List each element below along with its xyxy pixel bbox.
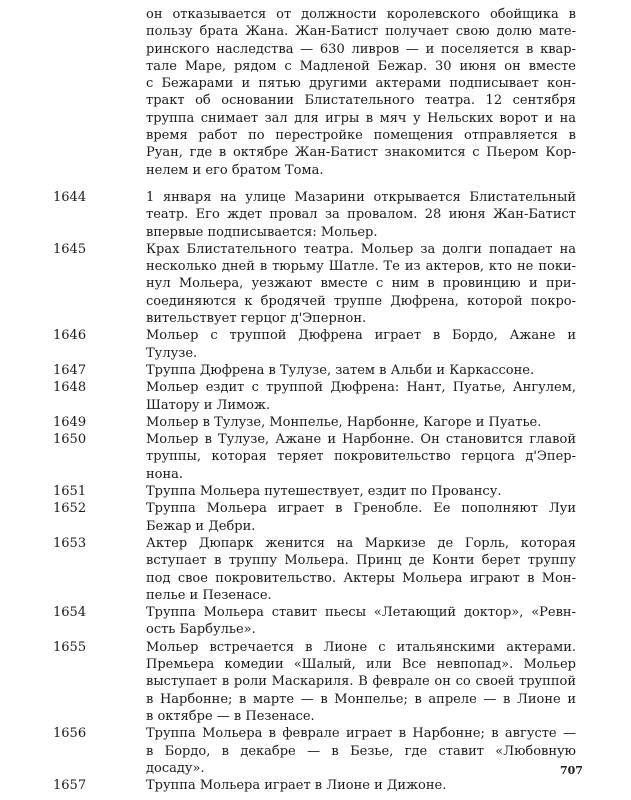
entry-text <box>146 725 576 777</box>
text-line: Труппа Мольера ставит пьесы «Летающий доктор», «Ревн- <box>146 605 576 621</box>
text-line: соединяются к бродячей труппе Дюфрена, которой покро- <box>146 293 576 309</box>
text-line: театр. Его ждет провал за провалом. 28 июня Жан-Батист <box>146 207 576 223</box>
entry-year: 1646 <box>53 328 87 344</box>
text-line: пользу брата Жана. Жан-Батист получает свою долю мате- <box>146 24 576 40</box>
text-line: Мольер встречается в Лионе с итальянскими актерами. <box>146 639 576 655</box>
entry-year: 1654 <box>53 605 87 621</box>
text-line: Шатору и Лимож. <box>146 397 271 413</box>
text-line: в Нарбонне; в марте — в Монпелье; в апреле — в Лионе и <box>146 691 576 707</box>
text-line: Тулузе. <box>146 345 198 361</box>
entry-year: 1647 <box>53 362 87 378</box>
chronology-entry <box>0 189 631 241</box>
text-line: тале Маре, рядом с Мадленой Бежар. 30 июня он вместе <box>146 58 576 74</box>
entry-year: 1652 <box>53 501 87 517</box>
continued-paragraph <box>146 6 576 179</box>
text-line: Руан, где в октябре Жан-Батист знакомится с Пьером Кор- <box>146 145 576 161</box>
page-number: 707 <box>560 764 583 777</box>
text-line: досаду». <box>146 760 205 776</box>
entry-year: 1648 <box>53 380 87 396</box>
text-line: под свое покровительство. Актеры Мольера играют в Мон- <box>146 570 576 586</box>
text-line: выступает в роли Маскариля. В феврале он со своей труппой <box>146 674 576 690</box>
text-line: Труппа Мольера в феврале играет в Нарбонне; в августе — <box>146 726 576 742</box>
text-line: нона. <box>146 466 184 482</box>
text-line: труппы, которая теряет покровительство герцога д'Эпер- <box>146 449 576 465</box>
chronology-entry <box>0 362 631 379</box>
entry-text <box>146 379 576 414</box>
text-line: 1 января на улице Мазарини открывается Блистательный <box>146 190 576 205</box>
entry-year: 1653 <box>53 535 87 551</box>
text-line: Труппа Дюфрена в Тулузе, затем в Альби и Каркассоне. <box>146 362 535 378</box>
entry-year: 1650 <box>53 432 87 448</box>
chronology-list <box>0 189 631 794</box>
entry-text <box>146 604 576 639</box>
text-line: нелем и его братом Тома. <box>146 162 324 178</box>
chronology-entry <box>0 379 631 414</box>
entry-text <box>146 189 576 241</box>
text-line: Труппа Мольера играет в Гренобле. Ее пополняют Луи <box>146 501 576 517</box>
entry-text <box>146 777 576 794</box>
text-line: вступает в труппу Мольера. Принц де Конти берет труппу <box>146 553 576 569</box>
text-line: нул Мольера, уезжают вместе с ним в провинцию и при- <box>146 276 576 292</box>
text-line: Премьера комедии «Шалый, или Все невпопад». Мольер <box>146 657 576 673</box>
entry-text <box>146 327 576 362</box>
entry-text <box>146 500 576 535</box>
text-line: несколько дней в тюрьму Шатле. Те из актеров, кто не поки- <box>146 259 576 275</box>
text-line: ость Барбулье». <box>146 622 256 638</box>
text-line: в Бордо, в декабре — в Безье, где ставит «Любовную <box>146 743 576 759</box>
text-line: вительствует герцог д'Эпернон. <box>146 311 367 327</box>
entry-text <box>146 431 576 483</box>
text-line: Мольер с труппой Дюфрена играет в Бордо, Ажане и <box>146 328 576 344</box>
entry-year: 1657 <box>53 778 87 794</box>
text-line: Труппа Мольера путешествует, ездит по Провансу. <box>146 484 502 500</box>
text-line: Актер Дюпарк женится на Маркизе де Горль, которая <box>146 535 576 551</box>
text-line: время работ по перестройке помещения отправляется в <box>146 128 576 144</box>
entry-text <box>146 483 576 500</box>
entry-text <box>146 362 576 379</box>
entry-year: 1655 <box>53 639 87 655</box>
text-line: он отказывается от должности королевского обойщика в <box>146 7 576 22</box>
entry-year: 1644 <box>53 190 87 205</box>
entry-text <box>146 241 576 327</box>
chronology-entry <box>0 535 631 604</box>
entry-year: 1651 <box>53 484 87 500</box>
chronology-entry <box>0 414 631 431</box>
chronology-entry <box>0 639 631 725</box>
chronology-entry <box>0 725 631 777</box>
text-line: труппа снимает зал для игры в мяч у Нельских ворот и на <box>146 110 576 126</box>
chronology-entry <box>0 431 631 483</box>
text-line: Крах Блистательного театра. Мольер за долги попадает на <box>146 241 576 257</box>
chronology-entry <box>0 241 631 327</box>
text-line: пелье и Пезенасе. <box>146 587 272 603</box>
chronology-entry <box>0 604 631 639</box>
text-line: Бежар и Дебри. <box>146 518 256 534</box>
entry-text <box>146 535 576 604</box>
text-line: Труппа Мольера играет в Лионе и Дижоне. <box>146 778 447 794</box>
text-line: Мольер в Тулузе, Монпелье, Нарбонне, Кагоре и Пуатье. <box>146 414 542 430</box>
text-line: Мольер ездит с труппой Дюфрена: Нант, Пуатье, Ангулем, <box>146 380 576 396</box>
chronology-entry <box>0 500 631 535</box>
entry-year: 1656 <box>53 726 87 742</box>
text-line: в октябре — в Пезенасе. <box>146 708 315 724</box>
chronology-entry <box>0 777 631 794</box>
text-line: тракт об основании Блистательного театра. 12 сентября <box>146 93 576 109</box>
entry-text <box>146 639 576 725</box>
chronology-entry <box>0 483 631 500</box>
chronology-entry <box>0 327 631 362</box>
entry-text <box>146 414 576 431</box>
text-line: с Бежарами и пятью другими актерами подписывает кон- <box>146 76 576 92</box>
entry-year: 1645 <box>53 241 87 257</box>
text-line: впервые подписывается: Мольер. <box>146 224 378 240</box>
text-line: Мольер в Тулузе, Ажане и Нарбонне. Он становится главой <box>146 432 576 448</box>
text-line: ринского наследства — 630 ливров — и поселяется в квар- <box>146 41 576 57</box>
entry-year: 1649 <box>53 414 87 430</box>
